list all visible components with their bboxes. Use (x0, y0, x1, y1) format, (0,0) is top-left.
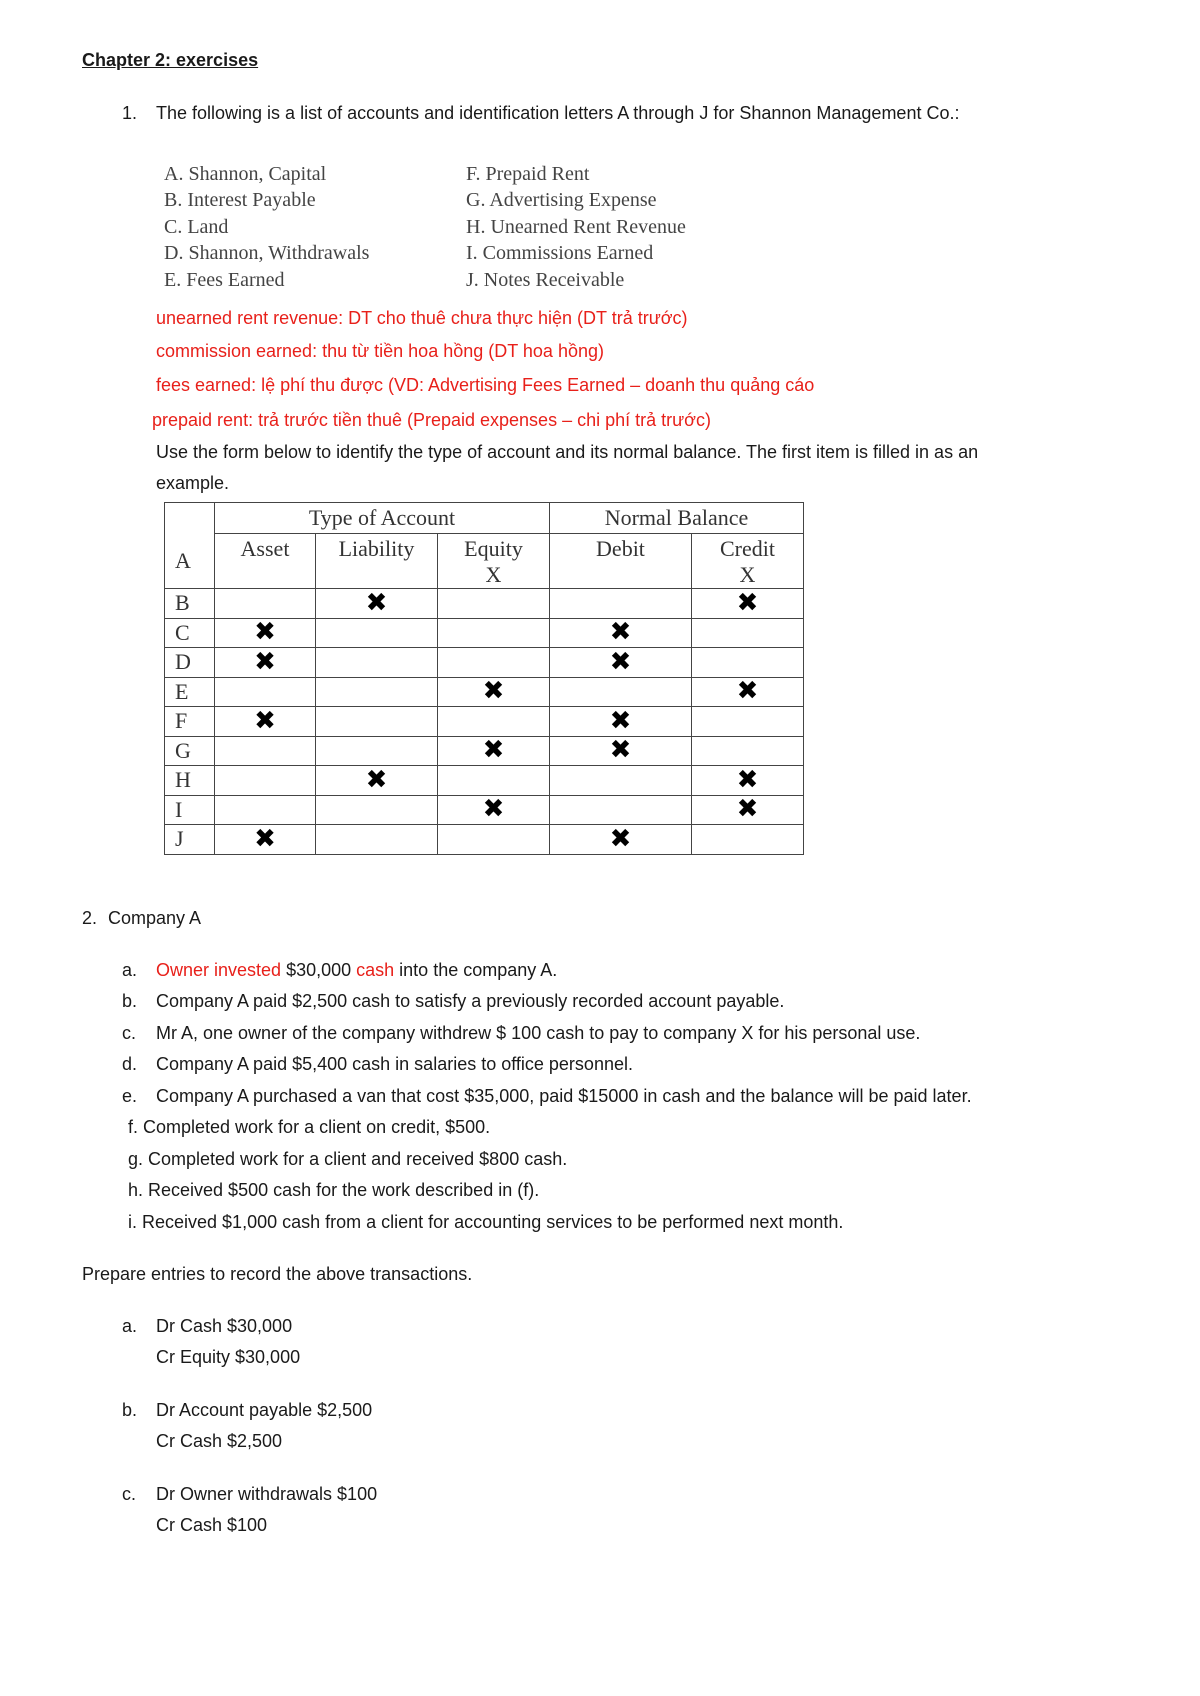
cell-i-debit (550, 795, 692, 825)
x-mark-icon: ✖ (609, 646, 632, 677)
cell-h-liability (316, 766, 438, 796)
note-commission: commission earned: thu từ tiền hoa hồng (DT hoa hồng) (156, 341, 604, 361)
x-mark-icon: ✖ (609, 705, 632, 736)
page-title: Chapter 2: exercises (82, 50, 259, 70)
q1-text: The following is a list of accounts and identification letters A through J for Shannon Management Co.: (156, 103, 960, 123)
cell-f-debit (550, 707, 692, 737)
row-a-equity-value: X (485, 562, 502, 587)
x-mark-icon: ✖ (254, 617, 276, 648)
table-row (165, 795, 804, 825)
x-mark-icon: ✖ (736, 794, 759, 825)
cell-e-equity (438, 677, 550, 707)
cell-b-credit (692, 589, 804, 619)
q1-number: 1. (122, 103, 138, 123)
q2-item-letter: c. (122, 1023, 137, 1043)
q2-item-letter: b. (122, 991, 138, 1011)
col-header-equity-label: Equity (464, 536, 523, 561)
q2-item-letter: e. (122, 1086, 138, 1106)
row-label-a: A (165, 534, 215, 589)
cell-h-debit (550, 766, 692, 796)
x-mark-icon: ✖ (365, 764, 388, 795)
cell-e-debit (550, 677, 692, 707)
q2-item-g: g. Completed work for a client and received $800 cash. (128, 1149, 568, 1169)
entry-credit: Cr Equity $30,000 (156, 1347, 301, 1367)
cell-d-liability (316, 648, 438, 678)
x-mark-icon: ✖ (482, 794, 505, 825)
table-row (165, 825, 804, 855)
x-mark-icon: ✖ (254, 705, 276, 736)
prepare-instruction: Prepare entries to record the above transactions. (82, 1264, 473, 1284)
table-row (165, 707, 804, 737)
account-item: H. Unearned Rent Revenue (466, 216, 686, 238)
cell-f-equity (438, 707, 550, 737)
account-item: B. Interest Payable (164, 189, 316, 211)
row-label-h: H (165, 766, 215, 796)
cell-c-debit (550, 618, 692, 648)
cell-e-credit (692, 677, 804, 707)
cell-b-equity (438, 589, 550, 619)
x-mark-icon: ✖ (482, 676, 505, 707)
x-mark-icon: ✖ (736, 764, 759, 795)
instruction-line1: Use the form below to identify the type of account and its normal balance. The first item is filled in as an (156, 442, 979, 462)
cell-c-equity (438, 618, 550, 648)
q2-item-a-part: Owner invested (156, 960, 282, 980)
x-mark-icon: ✖ (736, 676, 759, 707)
cell-c-credit (692, 618, 804, 648)
cell-b-asset (215, 589, 316, 619)
table-corner (165, 503, 215, 534)
header-type-of-account: Type of Account (215, 503, 550, 534)
x-mark-icon: ✖ (482, 735, 505, 766)
entry-debit: Dr Account payable $2,500 (156, 1400, 373, 1420)
row-label-g: G (165, 736, 215, 766)
cell-c-asset (215, 618, 316, 648)
row-label-i: I (165, 795, 215, 825)
row-label-e: E (165, 677, 215, 707)
q2-number: 2. (82, 908, 98, 928)
cell-j-asset (215, 825, 316, 855)
note-prepaid-rent: prepaid rent: trả trước tiền thuê (Prepaid expenses – chi phí trả trước) (152, 410, 711, 430)
entry-credit: Cr Cash $2,500 (156, 1431, 283, 1451)
q2-item-a-part: $30,000 (281, 960, 357, 980)
row-label-c: C (165, 618, 215, 648)
col-header-liability: Liability (316, 534, 438, 589)
q2-item-i: i. Received $1,000 cash from a client for accounting services to be performed next month. (128, 1212, 844, 1232)
entry-letter: a. (122, 1316, 138, 1336)
cell-i-liability (316, 795, 438, 825)
cell-c-liability (316, 618, 438, 648)
q2-item-e: Company A purchased a van that cost $35,000, paid $15000 in cash and the balance will be paid later. (156, 1086, 972, 1106)
col-header-equity (438, 534, 550, 589)
q2-item-a (156, 959, 557, 981)
x-mark-icon: ✖ (609, 823, 632, 854)
q2-item-d: Company A paid $5,400 cash in salaries to office personnel. (156, 1054, 633, 1074)
account-item: I. Commissions Earned (466, 242, 654, 264)
cell-b-debit (550, 589, 692, 619)
cell-e-asset (215, 677, 316, 707)
account-item: D. Shannon, Withdrawals (164, 242, 370, 264)
instruction-line2: example. (156, 473, 230, 493)
x-mark-icon: ✖ (609, 735, 632, 766)
table-row (165, 589, 804, 619)
q2-item-letter: a. (122, 960, 138, 980)
cell-h-asset (215, 766, 316, 796)
col-header-debit: Debit (550, 534, 692, 589)
cell-h-credit (692, 766, 804, 796)
cell-i-credit (692, 795, 804, 825)
q2-item-b: Company A paid $2,500 cash to satisfy a previously recorded account payable. (156, 991, 785, 1011)
account-item: F. Prepaid Rent (466, 163, 590, 185)
cell-j-equity (438, 825, 550, 855)
q2-item-a-part: into the company A. (394, 960, 558, 980)
cell-g-asset (215, 736, 316, 766)
cell-d-debit (550, 648, 692, 678)
row-label-f: F (165, 707, 215, 737)
entry-letter: c. (122, 1484, 137, 1504)
cell-i-asset (215, 795, 316, 825)
q2-heading: Company A (108, 908, 202, 928)
cell-d-asset (215, 648, 316, 678)
account-item: A. Shannon, Capital (164, 163, 327, 185)
cell-g-equity (438, 736, 550, 766)
account-item: E. Fees Earned (164, 269, 285, 291)
account-item: C. Land (164, 216, 229, 238)
entry-letter: b. (122, 1400, 138, 1420)
entry-debit: Dr Cash $30,000 (156, 1316, 293, 1336)
q2-item-c: Mr A, one owner of the company withdrew $ 100 cash to pay to company X for his personal use. (156, 1023, 921, 1043)
account-classification-table (164, 502, 804, 855)
entry-credit: Cr Cash $100 (156, 1515, 268, 1535)
note-unearned-rent: unearned rent revenue: DT cho thuê chưa thực hiện (DT trả trước) (156, 308, 688, 328)
cell-g-liability (316, 736, 438, 766)
cell-j-liability (316, 825, 438, 855)
cell-j-debit (550, 825, 692, 855)
cell-e-liability (316, 677, 438, 707)
x-mark-icon: ✖ (736, 587, 759, 618)
cell-b-liability (316, 589, 438, 619)
row-label-j: J (165, 825, 215, 855)
x-mark-icon: ✖ (254, 646, 276, 677)
table-row (165, 736, 804, 766)
cell-i-equity (438, 795, 550, 825)
q2-item-f: f. Completed work for a client on credit, $500. (128, 1117, 491, 1137)
header-normal-balance: Normal Balance (550, 503, 804, 534)
row-a-credit-value: X (739, 562, 756, 587)
note-fees-earned: fees earned: lệ phí thu được (VD: Advertising Fees Earned – doanh thu quảng cáo (156, 375, 815, 395)
col-header-credit (692, 534, 804, 589)
col-header-credit-label: Credit (720, 536, 775, 561)
cell-f-credit (692, 707, 804, 737)
account-item: J. Notes Receivable (466, 269, 625, 291)
x-mark-icon: ✖ (365, 587, 388, 618)
q2-item-h: h. Received $500 cash for the work described in (f). (128, 1180, 540, 1200)
q2-item-letter: d. (122, 1054, 138, 1074)
cell-d-credit (692, 648, 804, 678)
col-header-asset: Asset (215, 534, 316, 589)
cell-j-credit (692, 825, 804, 855)
x-mark-icon: ✖ (609, 617, 632, 648)
row-label-d: D (165, 648, 215, 678)
q2-item-a-part: cash (356, 960, 395, 980)
entry-debit: Dr Owner withdrawals $100 (156, 1484, 378, 1504)
cell-d-equity (438, 648, 550, 678)
cell-g-debit (550, 736, 692, 766)
cell-f-asset (215, 707, 316, 737)
table-row (165, 648, 804, 678)
cell-g-credit (692, 736, 804, 766)
table-row (165, 766, 804, 796)
x-mark-icon: ✖ (254, 823, 276, 854)
account-item: G. Advertising Expense (466, 189, 657, 211)
table-row (165, 677, 804, 707)
table-row (165, 618, 804, 648)
row-label-b: B (165, 589, 215, 619)
cell-f-liability (316, 707, 438, 737)
cell-h-equity (438, 766, 550, 796)
